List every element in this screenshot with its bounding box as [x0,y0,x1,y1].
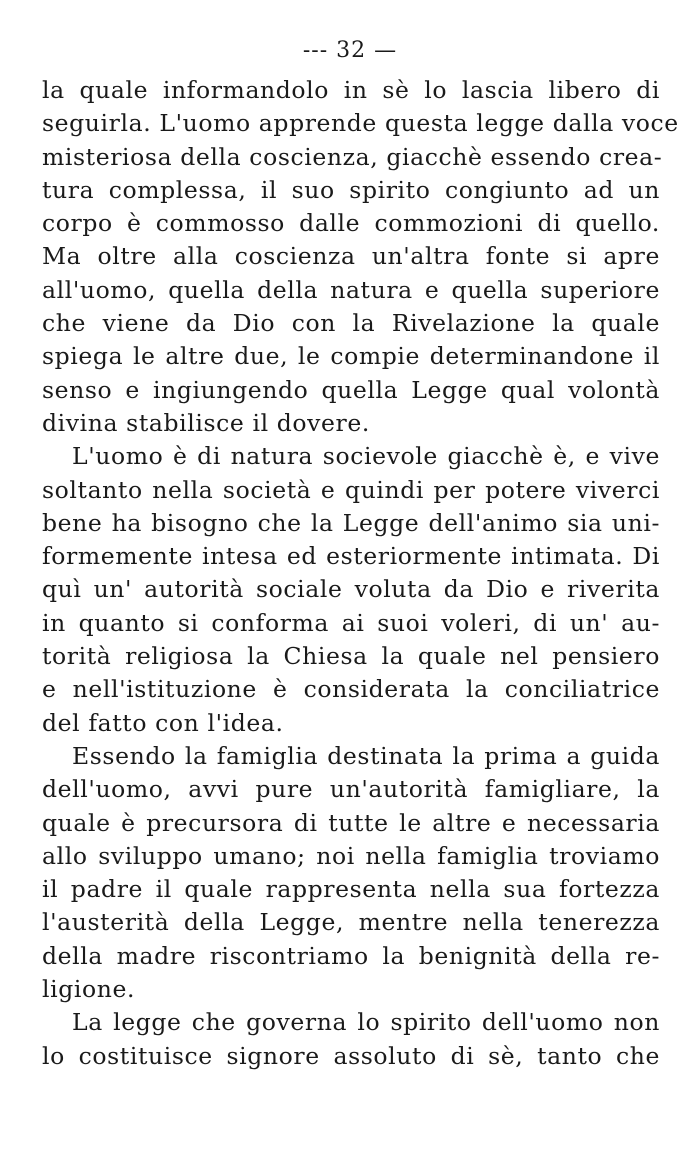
text-line: l'austerità della Legge, mentre nella tenerezza [42,908,660,937]
text-line: Ma oltre alla coscienza un'altra fonte si apre [42,242,660,271]
text-line: bene ha bisogno che la Legge dell'animo sia uni- [42,508,660,537]
text-line: all'uomo, quella della natura e quella superiore [42,275,660,304]
text-line: quale è precursora di tutte le altre e necessaria [42,808,660,837]
text-line: divina stabilisce il dovere. [42,408,370,437]
paragraph-3 [42,740,660,1006]
text-line: la quale informandolo in sè lo lascia libero di [42,76,660,104]
text-line: che viene da Dio con la Rivelazione la quale [42,309,660,338]
text-line: ligione. [42,975,136,1004]
text-line: La legge che governa lo spirito dell'uomo non [72,1008,660,1037]
text-line: della madre riscontriamo la benignità della re- [42,941,660,970]
paragraph-2 [42,440,660,740]
text-line: soltanto nella società e quindi per potere viverci [42,475,660,504]
text-line: e nell'istituzione è considerata la conciliatrice [42,675,660,704]
text-line: seguirla. L'uomo apprende questa legge dalla voce [42,109,679,138]
text-line: torità religiosa la Chiesa la quale nel pensiero [42,642,660,671]
text-line: L'uomo è di natura socievole giacchè è, e vive [72,442,660,471]
text-line: il padre il quale rappresenta nella sua fortezza [42,875,660,904]
text-line: lo costituisce signore assoluto di sè, tanto che [42,1041,660,1070]
text-line: quì un' autorità sociale voluta da Dio e riverita [42,575,660,604]
page-number: --- 32 — [302,38,398,63]
text-line: formemente intesa ed esteriormente intimata. Di [42,542,660,571]
text-line: in quanto si conforma ai suoi voleri, di un' au- [42,608,660,637]
text-line: senso e ingiungendo quella Legge qual volontà [42,375,660,404]
text-line: spiega le altre due, le compie determinandone il [42,342,660,371]
text-line: dell'uomo, avvi pure un'autorità famigliare, la [42,775,660,804]
paragraph-1 [42,74,679,440]
text-line: tura complessa, il suo spirito congiunto ad un [42,175,660,204]
text-line: corpo è commosso dalle commozioni di quello. [42,209,660,238]
text-line: misteriosa della coscienza, giacchè essendo crea- [42,142,663,171]
text-line: del fatto con l'idea. [42,708,284,737]
body-text [42,74,679,1073]
text-line: Essendo la famiglia destinata la prima a guida [72,741,660,770]
paragraph-4 [42,1006,660,1073]
text-line: allo sviluppo umano; noi nella famiglia troviamo [42,841,660,870]
